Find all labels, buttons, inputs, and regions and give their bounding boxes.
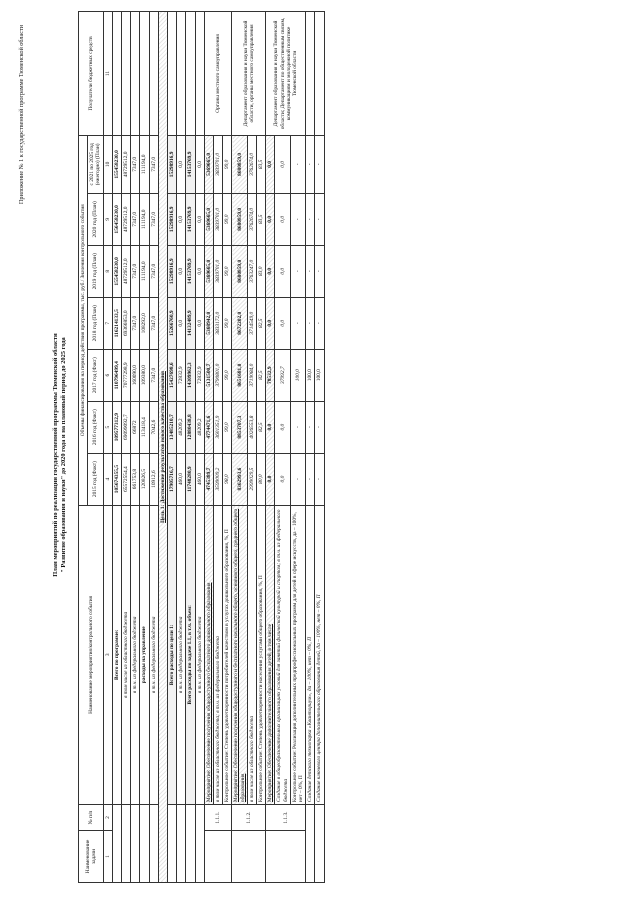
event-number: 1.1.1. bbox=[204, 805, 232, 831]
blank-cell bbox=[195, 805, 204, 883]
value-cell: 5369665,0 bbox=[204, 135, 213, 193]
value-cell: 7347,0 bbox=[149, 349, 158, 401]
value-cell: 0,0 bbox=[275, 245, 290, 297]
value-cell: 109380,0 bbox=[140, 349, 149, 401]
value-cell: 110796499,4 bbox=[112, 349, 121, 401]
value-cell: 4774471,6 bbox=[204, 401, 213, 453]
table-row bbox=[168, 12, 177, 883]
value-cell: 0,0 bbox=[266, 297, 275, 349]
value-cell: 160090,0 bbox=[131, 349, 140, 401]
value-cell: - bbox=[290, 401, 305, 453]
row-label: в т.ч. из федерального бюджета bbox=[195, 505, 204, 805]
value-cell: 15298916,9 bbox=[168, 245, 177, 297]
value-cell: 0,0 bbox=[195, 193, 204, 245]
value-cell: 99,0 bbox=[223, 245, 232, 297]
value-cell: 0,0 bbox=[177, 135, 186, 193]
value-cell: 48209,2 bbox=[195, 401, 204, 453]
value-cell: 0,0 bbox=[195, 245, 204, 297]
value-cell: 14309962,3 bbox=[186, 349, 195, 401]
blank-cell bbox=[112, 805, 121, 883]
value-cell: 111194,0 bbox=[140, 193, 149, 245]
value-cell: 15298916,9 bbox=[168, 135, 177, 193]
recipient-cell bbox=[306, 12, 315, 136]
header-num: № п/п bbox=[79, 805, 104, 831]
value-cell: 460,0 bbox=[177, 453, 186, 505]
recipient-cell bbox=[177, 12, 186, 136]
value-cell: 99,0 bbox=[223, 349, 232, 401]
recipient-cell: Департамент образования и науки Тюменской области, органы местного самоуправления bbox=[232, 12, 266, 136]
value-cell: 98,0 bbox=[223, 453, 232, 505]
value-cell: 69366853,0 bbox=[122, 297, 131, 349]
value-cell: 155458230,0 bbox=[112, 135, 121, 193]
appendix-note: Приложение № 1 к государственной программе Тюменской области bbox=[18, 25, 25, 205]
column-number: 6 bbox=[103, 349, 112, 401]
value-cell: - bbox=[306, 245, 315, 297]
row-label: Всего расходы по цели 1: bbox=[168, 505, 177, 805]
header-year: 2017 год (Факт) bbox=[88, 349, 103, 401]
blank-cell bbox=[186, 805, 195, 883]
blank-cell bbox=[140, 805, 149, 883]
value-cell: 15427698,6 bbox=[168, 349, 177, 401]
row-label: Всего по программе: bbox=[112, 505, 121, 805]
value-cell: 5369665,0 bbox=[204, 245, 213, 297]
event-sub-label: в том числе из областного бюджета; в т.ч. из федерального бюджета bbox=[214, 505, 223, 805]
control-row bbox=[257, 12, 266, 883]
value-cell: 99,0 bbox=[223, 193, 232, 245]
row-label: Создание ключевого центра дополнительного образования детей, да – 100%, нет – 0%, П bbox=[315, 505, 324, 805]
value-cell: 3839701,0 bbox=[214, 135, 223, 193]
value-cell: 15298916,9 bbox=[168, 193, 177, 245]
value-cell: 7347,0 bbox=[149, 245, 158, 297]
value-cell: 14153769,9 bbox=[186, 193, 195, 245]
row-label: Всего расходы по задаче 1.1, в т.ч. объем: bbox=[186, 505, 195, 805]
table-row bbox=[306, 12, 315, 883]
value-cell: 48209,2 bbox=[177, 401, 186, 453]
row-label: Создание детского технопарка «Кванториум», да – 100%, нет – 0%, П bbox=[306, 505, 315, 805]
value-cell: - bbox=[315, 193, 324, 245]
value-cell: - bbox=[315, 135, 324, 193]
column-number: 1 bbox=[103, 831, 112, 883]
header-year: 2016 год (Факт) bbox=[88, 401, 103, 453]
value-cell: 0,0 bbox=[275, 297, 290, 349]
value-cell: 8680859,0 bbox=[232, 193, 247, 245]
table-row bbox=[177, 12, 186, 883]
title-line-1: План мероприятий по реализации государственной программы Тюменской области bbox=[52, 333, 59, 577]
value-cell: 3714549,0 bbox=[247, 297, 256, 349]
value-cell: - bbox=[306, 453, 315, 505]
value-cell: 4745389,7 bbox=[204, 453, 213, 505]
table-row bbox=[195, 12, 204, 883]
value-cell: 120826,5 bbox=[140, 453, 149, 505]
value-cell: 100,0 bbox=[306, 349, 315, 401]
blank-cell bbox=[131, 805, 140, 883]
event-row bbox=[204, 12, 213, 883]
value-cell: 12880438,8 bbox=[186, 401, 195, 453]
value-cell: - bbox=[315, 245, 324, 297]
column-number: 7 bbox=[103, 297, 112, 349]
column-number: 4 bbox=[103, 453, 112, 505]
value-cell: 111194,0 bbox=[140, 245, 149, 297]
event-sub-label: в том числе из областного бюджета bbox=[247, 505, 256, 805]
value-cell: 0,0 bbox=[177, 297, 186, 349]
value-cell: 0,0 bbox=[266, 245, 275, 297]
recipient-cell bbox=[149, 12, 158, 136]
table-row bbox=[149, 12, 158, 883]
value-cell: - bbox=[306, 297, 315, 349]
control-label: Контрольное событие: Степень удовлетворенности населения услугами общего образования, %, П bbox=[257, 505, 266, 805]
value-cell: - bbox=[315, 297, 324, 349]
column-number: 2 bbox=[103, 805, 112, 831]
event-sub-label: Создание в общеобразовательных организациях условий для занятий физической культурой и спортом; в т.ч. из федерального бюджета bbox=[275, 505, 290, 805]
value-cell: 155458230,0 bbox=[112, 245, 121, 297]
value-cell: 0,0 bbox=[266, 401, 275, 453]
blank-cell bbox=[168, 805, 177, 883]
value-cell: 99,0 bbox=[223, 297, 232, 349]
value-cell: 83,0 bbox=[257, 245, 266, 297]
value-cell: 5131500,7 bbox=[204, 349, 213, 401]
value-cell: - bbox=[315, 401, 324, 453]
value-cell: 116214133,5 bbox=[112, 297, 121, 349]
value-cell: 3719084,0 bbox=[247, 349, 256, 401]
value-cell: 69099092,7 bbox=[122, 401, 131, 453]
value-cell: 65572554,4 bbox=[122, 453, 131, 505]
blank-cell bbox=[149, 805, 158, 883]
value-cell: 3762674,0 bbox=[247, 193, 256, 245]
value-cell: 0,0 bbox=[275, 453, 290, 505]
column-number: 3 bbox=[103, 505, 112, 805]
column-number: 9 bbox=[103, 193, 112, 245]
control-row bbox=[290, 12, 305, 883]
title-line-2: " Развитие образования и науки" до 2020 года и на плановый период до 2025 года bbox=[60, 337, 67, 573]
task-cell bbox=[232, 831, 266, 883]
value-cell: - bbox=[306, 135, 315, 193]
value-cell: 8680859,0 bbox=[232, 245, 247, 297]
value-cell: 0,0 bbox=[275, 193, 290, 245]
value-cell: 100,0 bbox=[315, 349, 324, 401]
event-sub-row bbox=[275, 12, 290, 883]
header-year: с 2021 по 2025 год (ежегодно) (План) bbox=[88, 135, 103, 193]
value-cell: 7347,0 bbox=[131, 193, 140, 245]
value-cell: - bbox=[315, 453, 324, 505]
header-year: 2020 год (План) bbox=[88, 193, 103, 245]
recipient-cell bbox=[131, 12, 140, 136]
table-row bbox=[186, 12, 195, 883]
value-cell: 11748280,9 bbox=[186, 453, 195, 505]
event-number: 1.1.2. bbox=[232, 805, 266, 831]
recipient-cell: Департамент образования и науки Тюменской области; Департамент по общественным связям, коммуникациям и молодежной политике Тюменской области bbox=[266, 12, 306, 136]
value-cell: 7347,0 bbox=[149, 297, 158, 349]
value-cell: 7347,0 bbox=[149, 135, 158, 193]
document-title bbox=[52, 155, 68, 755]
value-cell: 80,0 bbox=[257, 453, 266, 505]
value-cell: - bbox=[290, 453, 305, 505]
row-label: расходы на управление bbox=[140, 505, 149, 805]
value-cell: 7347,0 bbox=[149, 193, 158, 245]
header-volumes: Объемы финансирования на период действия программы, тыс. руб./ Значения контрольного события bbox=[79, 135, 88, 505]
value-cell: 13485210,7 bbox=[168, 401, 177, 453]
blank-cell bbox=[177, 805, 186, 883]
value-cell: 0,0 bbox=[195, 135, 204, 193]
value-cell: 7347,0 bbox=[131, 135, 140, 193]
value-cell: 99,0 bbox=[223, 401, 232, 453]
table-row bbox=[112, 12, 121, 883]
row-label: в том числе из областного бюджета bbox=[122, 505, 131, 805]
control-row bbox=[223, 12, 232, 883]
value-cell: 0,0 bbox=[177, 193, 186, 245]
event-label: Мероприятие: Обеспечение получения общедоступного бесплатного дошкольного образования bbox=[204, 505, 213, 805]
value-cell: 0,0 bbox=[275, 135, 290, 193]
value-cell: 4026553,8 bbox=[247, 401, 256, 453]
value-cell: 8672202,0 bbox=[232, 297, 247, 349]
value-cell: 108292,0 bbox=[140, 297, 149, 349]
value-cell: 72832,9 bbox=[195, 349, 204, 401]
value-cell: - bbox=[290, 193, 305, 245]
value-cell: 100,0 bbox=[290, 349, 305, 401]
header-task: Наименование задачи bbox=[79, 831, 104, 883]
task-cell bbox=[204, 831, 232, 883]
column-number: 8 bbox=[103, 245, 112, 297]
value-cell: 17905716,7 bbox=[168, 453, 177, 505]
value-cell: - bbox=[290, 245, 305, 297]
task-cell bbox=[266, 831, 306, 883]
recipient-cell bbox=[195, 12, 204, 136]
value-cell: - bbox=[290, 297, 305, 349]
recipient-cell bbox=[140, 12, 149, 136]
control-label: Контрольное событие: Степень удовлетворенности потребителей качеством в услугах дошкольного образования, %, П bbox=[223, 505, 232, 805]
value-cell: 48729512,0 bbox=[122, 135, 131, 193]
header-year: 2018 год (План) bbox=[88, 297, 103, 349]
value-cell: 3839701,0 bbox=[214, 193, 223, 245]
event-number: 1.1.3. bbox=[266, 805, 306, 831]
row-label: в т.ч. из федерального бюджета bbox=[177, 505, 186, 805]
value-cell: 82,5 bbox=[257, 349, 266, 401]
value-cell: 10912,6 bbox=[149, 453, 158, 505]
value-cell: 111194,0 bbox=[140, 135, 149, 193]
value-cell: 105674355,5 bbox=[112, 453, 121, 505]
value-cell: 83,5 bbox=[257, 135, 266, 193]
row-label: в т.ч. из федерального бюджета bbox=[131, 505, 140, 805]
value-cell: 3599009,2 bbox=[214, 453, 223, 505]
value-cell: 37992,7 bbox=[275, 349, 290, 401]
value-cell: 48729512,0 bbox=[122, 245, 131, 297]
value-cell: 82,5 bbox=[257, 297, 266, 349]
value-cell: 661753,8 bbox=[131, 453, 140, 505]
header-event: Наименование мероприятия/контрольного события bbox=[79, 505, 104, 805]
value-cell: 14153769,9 bbox=[186, 245, 195, 297]
value-cell: 3763247,0 bbox=[247, 245, 256, 297]
value-cell: 0,0 bbox=[266, 193, 275, 245]
event-label: Мероприятие: Обеспечение дополнительного образования детей, в том числе bbox=[266, 505, 275, 805]
value-cell: 83,5 bbox=[257, 193, 266, 245]
value-cell: 14153769,9 bbox=[186, 135, 195, 193]
recipient-cell bbox=[122, 12, 131, 136]
control-label: Контрольное событие: Реализация дополнительных предпрофессиональных программ для детей в сфере искусств, да – 100%, нет – 0%, П bbox=[290, 505, 305, 805]
event-sub-row bbox=[247, 12, 256, 883]
value-cell: 3833172,0 bbox=[214, 297, 223, 349]
event-label: Мероприятие: Обеспечение получения общедоступного и бесплатного начального общего, основного общего, среднего общего образования bbox=[232, 505, 247, 805]
recipient-cell bbox=[186, 12, 195, 136]
event-sub-row bbox=[214, 12, 223, 883]
value-cell: 0,0 bbox=[266, 135, 275, 193]
header-year: 2015 год (Факт) bbox=[88, 453, 103, 505]
value-cell: 0,0 bbox=[275, 401, 290, 453]
value-cell: 8680859,0 bbox=[232, 135, 247, 193]
value-cell: 72832,9 bbox=[177, 349, 186, 401]
value-cell: 15266760,9 bbox=[168, 297, 177, 349]
value-cell: 5369665,0 bbox=[204, 193, 213, 245]
value-cell: 2999029,5 bbox=[247, 453, 256, 505]
value-cell: 460,0 bbox=[195, 453, 204, 505]
header-recipients: Получатели бюджетных средств bbox=[79, 12, 104, 136]
goal-row bbox=[158, 12, 167, 883]
value-cell: 3601351,9 bbox=[214, 401, 223, 453]
header-year: 2019 год (План) bbox=[88, 245, 103, 297]
value-cell: 66872 bbox=[131, 401, 140, 453]
recipient-cell bbox=[112, 12, 121, 136]
value-cell: 0,0 bbox=[266, 453, 275, 505]
value-cell: - bbox=[306, 193, 315, 245]
event-row bbox=[266, 12, 275, 883]
value-cell: 3762674,0 bbox=[247, 135, 256, 193]
row-label: в т.ч. из федерального бюджета bbox=[149, 505, 158, 805]
value-cell: 109577312,9 bbox=[112, 401, 121, 453]
value-cell: 0,0 bbox=[195, 297, 204, 349]
table-row bbox=[140, 12, 149, 883]
blank-cell bbox=[315, 805, 324, 883]
value-cell: 3839701,0 bbox=[214, 245, 223, 297]
value-cell: - bbox=[290, 135, 305, 193]
column-number: 5 bbox=[103, 401, 112, 453]
plan-table bbox=[78, 11, 325, 883]
value-cell: 7347,0 bbox=[131, 297, 140, 349]
value-cell: 78532,9 bbox=[266, 349, 275, 401]
value-cell: 8651681,0 bbox=[232, 349, 247, 401]
table-row bbox=[122, 12, 131, 883]
value-cell: 113418,4 bbox=[140, 401, 149, 453]
table-row bbox=[131, 12, 140, 883]
goal-cell: Цель 1: Достижение результатов нового качества образования bbox=[158, 12, 167, 883]
table-row bbox=[315, 12, 324, 883]
column-number: 10 bbox=[103, 135, 112, 193]
value-cell: 99,0 bbox=[223, 135, 232, 193]
value-cell: 0,0 bbox=[177, 245, 186, 297]
value-cell: 7042,6 bbox=[149, 401, 158, 453]
value-cell: 70777298,9 bbox=[122, 349, 131, 401]
value-cell: 5368942,0 bbox=[204, 297, 213, 349]
recipient-cell bbox=[315, 12, 324, 136]
value-cell: 48729512,0 bbox=[122, 193, 131, 245]
event-row bbox=[232, 12, 247, 883]
blank-cell bbox=[306, 805, 315, 883]
blank-cell bbox=[122, 805, 131, 883]
column-number: 11 bbox=[103, 12, 112, 136]
value-cell: 156458230,0 bbox=[112, 193, 121, 245]
value-cell: 8362993,6 bbox=[232, 453, 247, 505]
value-cell: 3790801,0 bbox=[214, 349, 223, 401]
value-cell: 7347,0 bbox=[131, 245, 140, 297]
value-cell: 82,5 bbox=[257, 401, 266, 453]
recipient-cell bbox=[168, 12, 177, 136]
recipient-cell: Органы местного самоуправления bbox=[204, 12, 232, 136]
value-cell: 8853707,3 bbox=[232, 401, 247, 453]
value-cell: - bbox=[306, 401, 315, 453]
value-cell: 14132489,9 bbox=[186, 297, 195, 349]
